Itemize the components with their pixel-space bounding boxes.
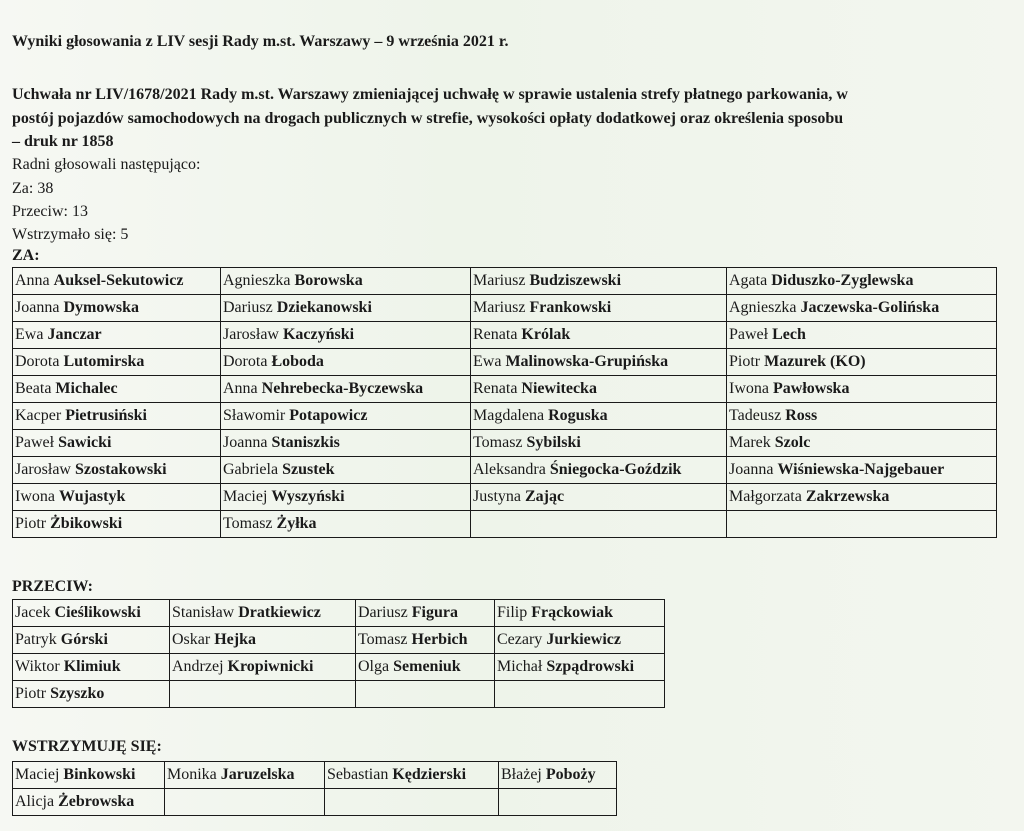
first-name: Anna xyxy=(223,380,258,397)
councillor-cell xyxy=(221,403,471,430)
last-name: Szpądrowski xyxy=(546,658,635,675)
last-name: Szolc xyxy=(774,434,811,451)
councillor-cell xyxy=(170,681,356,708)
last-name: Lutomirska xyxy=(63,353,145,370)
last-name: Frankowski xyxy=(529,299,612,316)
first-name: Tadeusz xyxy=(729,407,782,424)
first-name: Tomasz xyxy=(223,515,273,532)
councillor-cell xyxy=(727,376,997,403)
last-name: Królak xyxy=(521,326,571,343)
first-name: Cezary xyxy=(497,631,543,648)
councillor-cell xyxy=(13,600,170,627)
first-name: Agnieszka xyxy=(223,272,291,289)
first-name: Filip xyxy=(497,604,528,621)
table-row xyxy=(13,295,997,322)
first-name: Monika xyxy=(167,766,217,783)
first-name: Maciej xyxy=(223,488,268,505)
last-name: Semeniuk xyxy=(393,658,461,675)
councillor-cell xyxy=(221,349,471,376)
first-name: Aleksandra xyxy=(473,461,546,478)
table-row xyxy=(13,322,997,349)
councillor-cell xyxy=(325,762,499,789)
councillor-cell xyxy=(356,654,495,681)
councillor-cell xyxy=(221,511,471,538)
last-name: Herbich xyxy=(411,631,468,648)
last-name: Zakrzewska xyxy=(805,488,890,505)
last-name: Diduszko-Zyglewska xyxy=(771,272,914,289)
za-count: Za: 38 xyxy=(12,180,54,197)
first-name: Iwona xyxy=(15,488,55,505)
last-name: Żyłka xyxy=(276,515,317,532)
councillor-cell xyxy=(471,457,727,484)
last-name: Dratkiewicz xyxy=(238,604,321,621)
first-name: Anna xyxy=(15,272,50,289)
councillor-cell xyxy=(13,457,221,484)
first-name: Olga xyxy=(358,658,390,675)
first-name: Agata xyxy=(729,272,768,289)
councillor-cell xyxy=(13,762,165,789)
table-row xyxy=(13,600,665,627)
first-name: Iwona xyxy=(729,380,769,397)
first-name: Piotr xyxy=(15,685,47,702)
first-name: Magdalena xyxy=(473,407,545,424)
councillor-cell xyxy=(471,511,727,538)
table-row xyxy=(13,762,617,789)
last-name: Hejka xyxy=(214,631,256,648)
przeciw-count: Przeciw: 13 xyxy=(12,203,88,220)
last-name: Pietrusiński xyxy=(65,407,147,424)
councillor-cell xyxy=(13,627,170,654)
first-name: Tomasz xyxy=(358,631,408,648)
table-row xyxy=(13,789,617,816)
first-name: Alicja xyxy=(15,793,55,810)
councillor-cell xyxy=(221,268,471,295)
first-name: Piotr xyxy=(15,515,47,532)
za-table xyxy=(12,267,997,538)
councillor-cell xyxy=(13,511,221,538)
councillor-cell xyxy=(356,600,495,627)
last-name: Potapowicz xyxy=(289,407,368,424)
resolution-line-1: Uchwała nr LIV/1678/2021 Rady m.st. Warszawy zmieniającej uchwałę w sprawie ustalenia strefy płatnego parkowania, w xyxy=(12,86,848,103)
first-name: Mariusz xyxy=(473,272,526,289)
last-name: Roguska xyxy=(548,407,608,424)
first-name: Jacek xyxy=(15,604,51,621)
councillor-cell xyxy=(13,376,221,403)
last-name: Cieślikowski xyxy=(54,604,141,621)
first-name: Joanna xyxy=(15,299,60,316)
przeciw-heading: PRZECIW: xyxy=(12,578,93,595)
table-row xyxy=(13,376,997,403)
last-name: Budziszewski xyxy=(529,272,622,289)
first-name: Renata xyxy=(473,326,518,343)
councillor-cell xyxy=(13,681,170,708)
councillor-cell xyxy=(13,789,165,816)
last-name: Malinowska-Grupińska xyxy=(505,353,669,370)
last-name: Binkowski xyxy=(63,766,136,783)
first-name: Jarosław xyxy=(15,461,71,478)
last-name: Klimiuk xyxy=(63,658,121,675)
wstrzymalo-count: Wstrzymało się: 5 xyxy=(12,226,129,243)
councillor-cell xyxy=(356,627,495,654)
table-row xyxy=(13,403,997,430)
councillor-cell xyxy=(727,268,997,295)
table-row xyxy=(13,430,997,457)
councillor-cell xyxy=(13,430,221,457)
table-row xyxy=(13,654,665,681)
councillor-cell xyxy=(170,600,356,627)
first-name: Paweł xyxy=(15,434,55,451)
last-name: Pawłowska xyxy=(772,380,850,397)
councillor-cell xyxy=(495,627,665,654)
first-name: Kacper xyxy=(15,407,62,424)
councillor-cell xyxy=(727,295,997,322)
last-name: Szyszko xyxy=(50,685,105,702)
wstrzymuje-heading: WSTRZYMUJĘ SIĘ: xyxy=(12,738,162,755)
first-name: Jarosław xyxy=(223,326,279,343)
councillor-cell xyxy=(727,322,997,349)
first-name: Joanna xyxy=(729,461,774,478)
first-name: Agnieszka xyxy=(729,299,797,316)
first-name: Beata xyxy=(15,380,52,397)
first-name: Sławomir xyxy=(223,407,286,424)
councillor-cell xyxy=(471,349,727,376)
resolution-line-2: postój pojazdów samochodowych na drogach publicznych w strefie, wysokości opłaty dodatkowej oraz określenia sposobu xyxy=(12,110,844,127)
last-name: Żebrowska xyxy=(58,793,135,810)
last-name: Jaczewska-Golińska xyxy=(800,299,940,316)
document-title: Wyniki głosowania z LIV sesji Rady m.st. Warszawy – 9 września 2021 r. xyxy=(12,33,509,50)
councillor-cell xyxy=(221,376,471,403)
table-row xyxy=(13,457,997,484)
table-row xyxy=(13,681,665,708)
resolution-line-3: – druk nr 1858 xyxy=(12,133,114,150)
first-name: Oskar xyxy=(172,631,211,648)
last-name: Michalec xyxy=(55,380,118,397)
councillor-cell xyxy=(356,681,495,708)
councillor-cell xyxy=(13,349,221,376)
councillor-cell xyxy=(471,376,727,403)
councillor-cell xyxy=(221,295,471,322)
last-name: Figura xyxy=(411,604,458,621)
table-row xyxy=(13,268,997,295)
councillor-cell xyxy=(727,403,997,430)
last-name: Żbikowski xyxy=(50,515,123,532)
first-name: Dariusz xyxy=(358,604,408,621)
last-name: Kędzierski xyxy=(392,766,467,783)
councillor-cell xyxy=(471,295,727,322)
councillor-cell xyxy=(221,484,471,511)
first-name: Ewa xyxy=(473,353,502,370)
councillor-cell xyxy=(170,627,356,654)
last-name: Łoboda xyxy=(271,353,324,370)
councillor-cell xyxy=(170,654,356,681)
first-name: Ewa xyxy=(15,326,44,343)
councillor-cell xyxy=(499,762,617,789)
councillor-cell xyxy=(727,484,997,511)
last-name: Wujastyk xyxy=(58,488,126,505)
councillor-cell xyxy=(221,322,471,349)
councillor-cell xyxy=(13,654,170,681)
first-name: Małgorzata xyxy=(729,488,802,505)
first-name: Dariusz xyxy=(223,299,273,316)
first-name: Andrzej xyxy=(172,658,224,675)
first-name: Mariusz xyxy=(473,299,526,316)
first-name: Paweł xyxy=(729,326,769,343)
first-name: Michał xyxy=(497,658,543,675)
first-name: Patryk xyxy=(15,631,57,648)
za-heading: ZA: xyxy=(12,247,40,264)
first-name: Piotr xyxy=(729,353,761,370)
first-name: Marek xyxy=(729,434,771,451)
last-name: Wiśniewska-Najgebauer xyxy=(777,461,945,478)
przeciw-table xyxy=(12,599,665,708)
last-name: Jaruzelska xyxy=(220,766,295,783)
last-name: Zając xyxy=(525,488,565,505)
last-name: Śniegocka-Goździk xyxy=(549,461,682,478)
councillor-cell xyxy=(495,681,665,708)
first-name: Gabriela xyxy=(223,461,279,478)
last-name: Frąckowiak xyxy=(531,604,614,621)
last-name: Ross xyxy=(785,407,818,424)
councillor-cell xyxy=(471,403,727,430)
councillor-cell xyxy=(499,789,617,816)
councillor-cell xyxy=(13,295,221,322)
first-name: Maciej xyxy=(15,766,60,783)
first-name: Błażej xyxy=(501,766,542,783)
first-name: Joanna xyxy=(223,434,268,451)
first-name: Justyna xyxy=(473,488,521,505)
last-name: Borowska xyxy=(294,272,363,289)
councillor-cell xyxy=(165,789,325,816)
councillor-cell xyxy=(221,457,471,484)
last-name: Kropiwnicki xyxy=(227,658,314,675)
last-name: Dziekanowski xyxy=(276,299,372,316)
last-name: Szostakowski xyxy=(74,461,167,478)
councillor-cell xyxy=(471,322,727,349)
councillor-cell xyxy=(471,268,727,295)
last-name: Szustek xyxy=(282,461,335,478)
councillor-cell xyxy=(165,762,325,789)
first-name: Sebastian xyxy=(327,766,389,783)
intro-text: Radni głosowali następująco: xyxy=(12,156,201,173)
last-name: Górski xyxy=(60,631,108,648)
last-name: Dymowska xyxy=(63,299,139,316)
first-name: Tomasz xyxy=(473,434,523,451)
councillor-cell xyxy=(221,430,471,457)
last-name: Sawicki xyxy=(58,434,112,451)
first-name: Dorota xyxy=(223,353,268,370)
first-name: Wiktor xyxy=(15,658,60,675)
last-name: Sybilski xyxy=(526,434,581,451)
councillor-cell xyxy=(471,430,727,457)
table-row xyxy=(13,627,665,654)
councillor-cell xyxy=(495,600,665,627)
last-name: Nehrebecka-Byczewska xyxy=(261,380,424,397)
last-name: Staniszkis xyxy=(271,434,340,451)
last-name: Niewitecka xyxy=(521,380,597,397)
last-name: Auksel-Sekutowicz xyxy=(53,272,184,289)
last-name: Janczar xyxy=(47,326,102,343)
councillor-cell xyxy=(727,349,997,376)
table-row xyxy=(13,484,997,511)
councillor-cell xyxy=(325,789,499,816)
wstrzymuje-table xyxy=(12,761,617,816)
councillor-cell xyxy=(13,268,221,295)
last-name: Kaczyński xyxy=(282,326,355,343)
councillor-cell xyxy=(727,457,997,484)
councillor-cell xyxy=(13,403,221,430)
last-name: Lech xyxy=(772,326,806,343)
first-name: Stanisław xyxy=(172,604,235,621)
last-name: Poboży xyxy=(545,766,596,783)
councillor-cell xyxy=(727,430,997,457)
councillor-cell xyxy=(13,484,221,511)
councillor-cell xyxy=(471,484,727,511)
councillor-cell xyxy=(495,654,665,681)
last-name: Mazurek (KO) xyxy=(764,353,866,370)
councillor-cell xyxy=(13,322,221,349)
table-row xyxy=(13,511,997,538)
table-row xyxy=(13,349,997,376)
last-name: Jurkiewicz xyxy=(546,631,621,648)
councillor-cell xyxy=(727,511,997,538)
first-name: Dorota xyxy=(15,353,60,370)
last-name: Wyszyński xyxy=(271,488,345,505)
first-name: Renata xyxy=(473,380,518,397)
